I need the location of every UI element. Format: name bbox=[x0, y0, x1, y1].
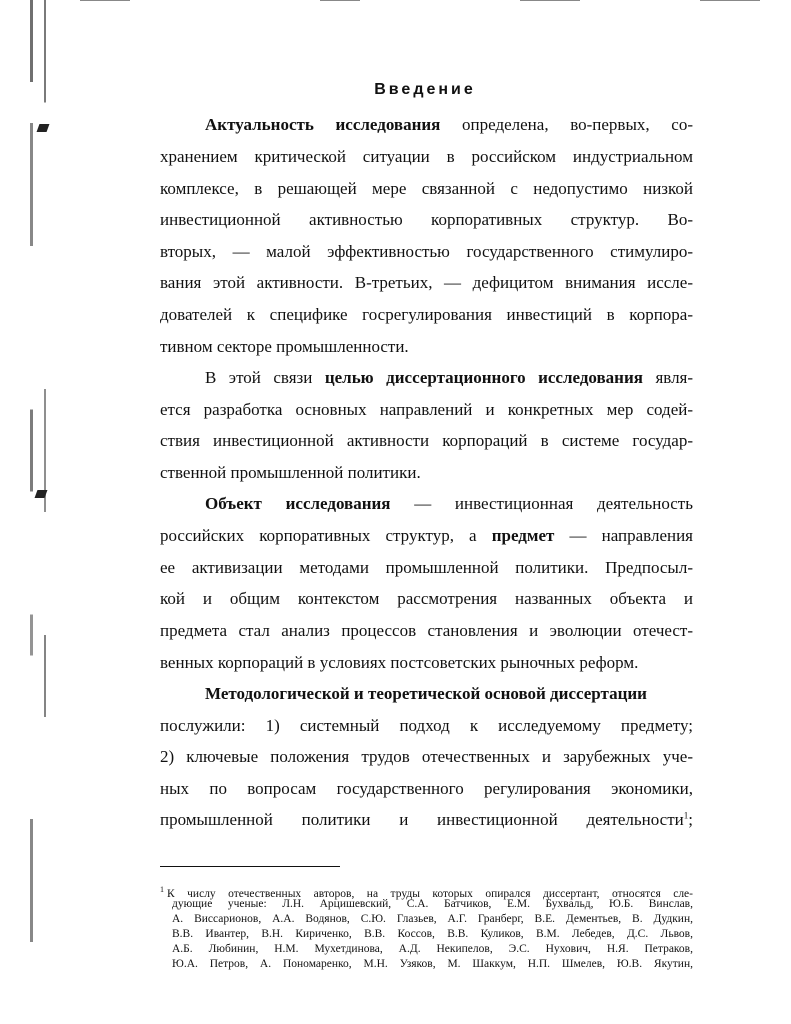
emphasis: целью диссертационного исследования bbox=[324, 368, 643, 387]
text-line: комплексе, в решающей мере связанной с недопустимо низкой bbox=[160, 179, 693, 198]
text-line: тивном секторе промышленности. bbox=[160, 337, 409, 356]
scan-edge-artifact bbox=[44, 0, 46, 1024]
footnote-line: А.Б. Любинин, Н.М. Мухетдинова, А.Д. Некипелов, Э.С. Нухович, Н.Я. Петраков, bbox=[172, 943, 693, 955]
text-span: российских корпоративных структур, а bbox=[160, 526, 477, 545]
footnote-line: Ю.А. Петров, А. Пономаренко, М.Н. Узяков, М. Шаккум, Н.П. Шмелев, Ю.В. Якутин, bbox=[172, 958, 693, 970]
text-line bbox=[160, 524, 693, 548]
text-line bbox=[205, 113, 693, 137]
text-line: ется разработка основных направлений и конкретных мер содей- bbox=[160, 400, 693, 419]
text-line: хранением критической ситуации в российском индустриальном bbox=[160, 147, 693, 166]
text-line bbox=[205, 682, 693, 706]
footnote-line: В.В. Ивантер, В.Н. Кириченко, В.В. Коссов, В.В. Куликов, В.М. Лебедев, Д.С. Львов, bbox=[172, 928, 693, 940]
text-span: — инвестиционная деятельность bbox=[414, 494, 693, 513]
footnote-line bbox=[160, 882, 693, 900]
text-span: определена, во-первых, со- bbox=[462, 115, 693, 134]
text-line bbox=[205, 366, 693, 390]
text-line: предмета стал анализ процессов становления и эволюции отечест- bbox=[160, 621, 693, 640]
text-line: ных по вопросам государственного регулирования экономики, bbox=[160, 779, 693, 798]
text-span: ; bbox=[688, 810, 693, 829]
emphasis: Объект исследования bbox=[205, 494, 391, 513]
emphasis: Методологической и теоретической основой диссертации bbox=[205, 684, 647, 703]
text-line bbox=[205, 492, 693, 516]
footnote-line: А. Виссарионов, А.А. Водянов, С.Ю. Глазьев, А.Г. Гранберг, В.Е. Дементьев, В. Дудкин, bbox=[172, 913, 693, 925]
text-line: вторых, — малой эффективностью государственного стимулиро- bbox=[160, 242, 693, 261]
footnote-ref[interactable]: 1 bbox=[683, 810, 689, 821]
scan-top-dash bbox=[520, 0, 580, 1]
footnote-line: дующие ученые: Л.Н. Арцишевский, С.А. Батчиков, Е.М. Бухвальд, Ю.Б. Винслав, bbox=[172, 898, 693, 910]
text-line bbox=[160, 808, 693, 832]
footnote-mark: 1 bbox=[160, 885, 164, 894]
text-line: венных корпораций в условиях постсоветских рыночных реформ. bbox=[160, 653, 639, 672]
text-line: ственной промышленной политики. bbox=[160, 463, 421, 482]
scan-edge-artifact bbox=[30, 0, 33, 1024]
text-span: — направления bbox=[569, 526, 693, 545]
emphasis: предмет bbox=[491, 526, 555, 545]
text-line: дователей к специфике госрегулирования инвестиций в корпора- bbox=[160, 305, 693, 324]
emphasis: Актуальность исследования bbox=[205, 115, 441, 134]
text-line: ее активизации методами промышленной политики. Предпосыл- bbox=[160, 558, 693, 577]
text-span: В этой связи bbox=[205, 368, 313, 387]
text-span: явля- bbox=[655, 368, 694, 387]
text-line: послужили: 1) системный подход к исследуемому предмету; bbox=[160, 716, 693, 735]
text-span: К числу отечественных авторов, на труды которых опирался диссертант, относятся сле- bbox=[167, 887, 693, 900]
scan-mark bbox=[37, 124, 50, 132]
text-line: 2) ключевые положения трудов отечественных и зарубежных уче- bbox=[160, 747, 693, 766]
scan-top-dash bbox=[80, 0, 130, 1]
page-heading: Введение bbox=[374, 81, 476, 98]
text-line: кой и общим контекстом рассмотрения названных объекта и bbox=[160, 589, 693, 608]
text-span: промышленной политики и инвестиционной деятельности bbox=[160, 810, 684, 829]
scan-top-dash bbox=[700, 0, 760, 1]
scan-top-dash bbox=[320, 0, 360, 1]
text-line: вания этой активности. В-третьих, — дефицитом внимания иссле- bbox=[160, 273, 693, 292]
footnote-divider bbox=[160, 866, 340, 867]
text-line: ствия инвестиционной активности корпораций в системе государ- bbox=[160, 431, 693, 450]
text-line: инвестиционной активностью корпоративных структур. Во- bbox=[160, 210, 693, 229]
